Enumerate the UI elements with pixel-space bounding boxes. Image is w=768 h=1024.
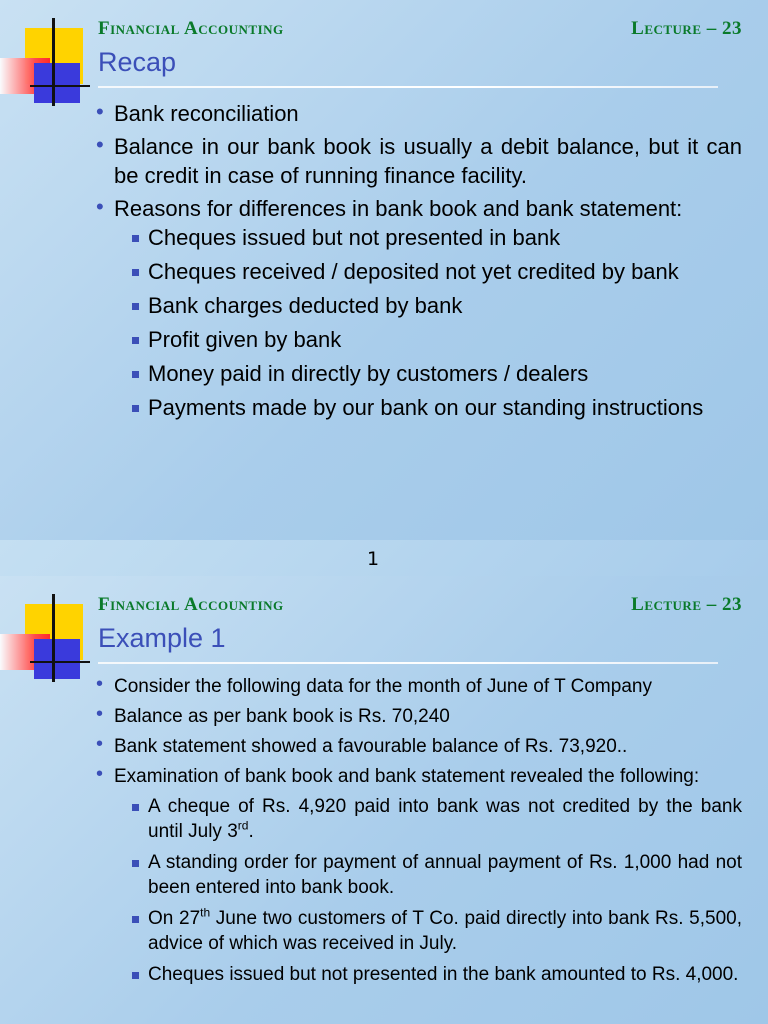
decorative-logo-icon [0,0,90,110]
title-divider [98,662,718,664]
sub-bullet-item: Money paid in directly by customers / dealers [120,359,742,388]
bullet-item: • Bank statement showed a favourable balance of Rs. 73,920.. [92,734,742,759]
sub-bullet-item: Payments made by our bank on our standing instructions [120,393,742,422]
slide-example-1 [0,576,768,1024]
sub-bullet-item: Cheques issued but not presented in the bank amounted to Rs. 4,000. [120,962,742,987]
slide-title: Recap [98,47,177,77]
bullet-item: • Balance as per bank book is Rs. 70,240 [92,704,742,729]
bullet-item: • Balance in our bank book is usually a debit balance, but it can be credit in case of running finance facility. [92,132,742,190]
sub-bullet-item: A standing order for payment of annual payment of Rs. 1,000 had not been entered into bank book. [120,850,742,900]
bullet-item [92,764,742,987]
bullet-list [92,99,742,427]
sub-bullet-text: On 27 [148,908,201,929]
sub-bullet-tail: . [248,821,254,842]
bullet-text: Examination of bank book and bank statement revealed the following: [114,766,700,787]
course-title: Financial Accounting [98,594,284,615]
decorative-logo-icon [0,576,90,686]
page-number: 1 [366,548,380,570]
bullet-item [92,194,742,422]
ordinal-suffix: th [200,905,211,920]
bullet-text: Reasons for differences in bank book and bank statement: [114,196,683,221]
sub-bullet-list [114,223,742,422]
bullet-list [92,674,742,993]
title-divider [98,86,718,88]
sub-bullet-item: Bank charges deducted by bank [120,291,742,320]
slide-title: Example 1 [98,623,226,653]
sub-bullet-item [120,906,742,956]
sub-bullet-item: Profit given by bank [120,325,742,354]
lecture-number: Lecture – 23 [631,594,742,615]
sub-bullet-list [114,794,742,987]
sub-bullet-text: A cheque of Rs. 4,920 paid into bank was not credited by the bank until July 3 [148,796,742,842]
sub-bullet-item: Cheques received / deposited not yet credited by bank [120,257,742,286]
course-title: Financial Accounting [98,18,284,39]
sub-bullet-item: Cheques issued but not presented in bank [120,223,742,252]
bullet-item: • Bank reconciliation [92,99,742,128]
sub-bullet-item [120,794,742,844]
bullet-item: • Consider the following data for the month of June of T Company [92,674,742,699]
ordinal-suffix: rd [237,818,249,833]
sub-bullet-tail: June two customers of T Co. paid directly into bank Rs. 5,500, advice of which was received in July. [148,908,742,954]
lecture-number: Lecture – 23 [631,18,742,39]
